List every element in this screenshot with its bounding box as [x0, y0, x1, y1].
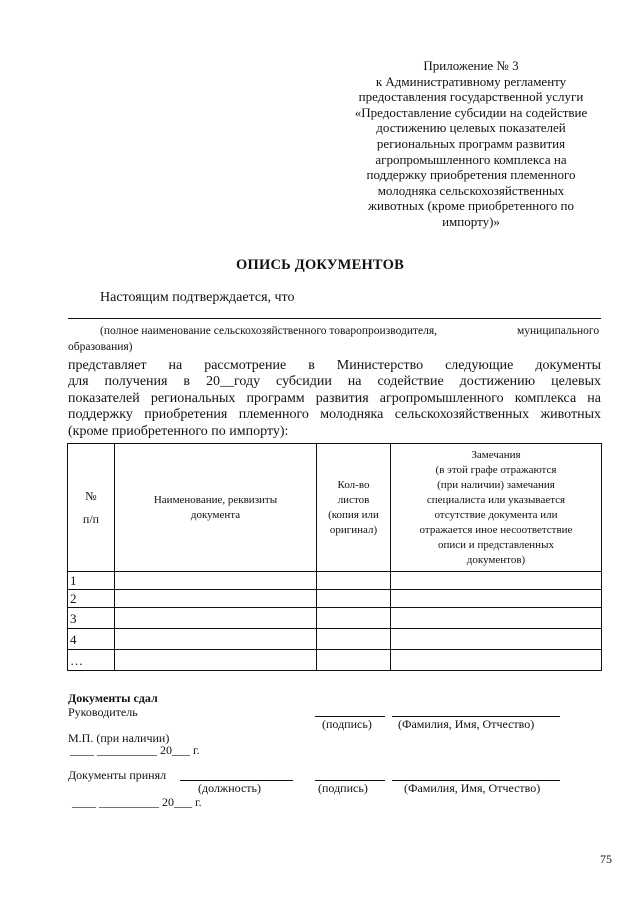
header-remarks-line: специалиста или указывается [426, 493, 566, 506]
signature-hint: (подпись) [322, 717, 372, 731]
cell-remarks[interactable] [391, 608, 602, 629]
header-name [115, 444, 317, 572]
appendix-line: животных (кроме приобретенного по [368, 198, 574, 214]
header-count [317, 444, 391, 572]
header-count-line: (копия или [328, 508, 379, 521]
appendix-line: молодняка сельскохозяйственных [377, 182, 565, 198]
intro-text: Настоящим подтверждается, что [100, 290, 295, 305]
header-remarks-line: отсутствие документа или [434, 508, 558, 521]
header-count-line: Кол-во [337, 478, 370, 491]
header-remarks-line: Замечания [471, 448, 521, 461]
producer-name-line [68, 318, 601, 319]
cell-remarks[interactable] [391, 590, 602, 608]
header-num-line2: п/п [82, 511, 100, 526]
row-number: 1 [68, 572, 115, 590]
cell-count[interactable] [317, 650, 391, 671]
header-remarks [391, 444, 602, 572]
table-row [68, 608, 602, 629]
header-remarks-line: описи и представленных [438, 538, 554, 551]
cell-remarks[interactable] [391, 629, 602, 650]
hint-part1: (полное наименование сельскохозяйственного товаропроизводителя, [100, 325, 438, 337]
appendix-line: агропромышленного комплекса на [375, 151, 567, 167]
page-title: ОПИСЬ ДОКУМЕНТОВ [236, 257, 404, 273]
body-line: представляет на рассмотрение в Министерство следующие документы [68, 358, 601, 373]
row-number: 2 [68, 590, 115, 608]
header-remarks-line: документов) [466, 553, 526, 566]
cell-name[interactable] [115, 608, 317, 629]
row-number: 3 [68, 608, 115, 629]
accepted-label: Документы принял [68, 768, 167, 782]
appendix-line: поддержку приобретения племенного [366, 167, 576, 183]
appendix-line: достижению целевых показателей [376, 120, 566, 136]
cell-count[interactable] [317, 590, 391, 608]
signature-hint-2: (подпись) [318, 781, 368, 795]
body-paragraph [68, 358, 601, 440]
header-remarks-line: (в этой графе отражаются [435, 463, 557, 476]
hint-part3: образования) [68, 341, 133, 353]
submitted-heading: Документы сдал [68, 691, 158, 705]
cell-name[interactable] [115, 629, 317, 650]
cell-remarks[interactable] [391, 572, 602, 590]
table-row [68, 629, 602, 650]
cell-name[interactable] [115, 650, 317, 671]
hint-part2: муниципального [517, 325, 600, 337]
body-line: (кроме приобретенного по импорту): [68, 423, 289, 439]
cell-count[interactable] [317, 608, 391, 629]
header-num-line1: № [85, 488, 97, 503]
cell-name[interactable] [115, 572, 317, 590]
documents-table [67, 443, 602, 671]
cell-count[interactable] [317, 572, 391, 590]
stamp-label: М.П. (при наличии) [68, 731, 170, 745]
header-count-line: листов [337, 493, 370, 506]
cell-name[interactable] [115, 590, 317, 608]
date-line[interactable]: ____ __________ 20___ г. [70, 743, 200, 757]
header-num [68, 444, 115, 572]
appendix-line: «Предоставление субсидии на содействие [354, 104, 588, 120]
appendix-line: импорту)» [442, 213, 500, 229]
body-line: поддержку приобретения племенного молодняка сельскохозяйственных животных [68, 407, 601, 423]
appendix-line: к Административному регламенту [375, 73, 567, 89]
position-hint: (должность) [198, 781, 261, 795]
head-label: Руководитель [68, 705, 138, 719]
row-number: … [68, 650, 115, 671]
table-row [68, 572, 602, 590]
appendix-header [340, 58, 602, 230]
body-line: для получения в 20__году субсидии на содействие достижению целевых [68, 374, 601, 390]
appendix-line: региональных программ развития [376, 135, 566, 151]
cell-count[interactable] [317, 629, 391, 650]
table-row [68, 590, 602, 608]
body-line: показателей региональных программ развития агропромышленного комплекса на [68, 390, 601, 406]
fio-hint-2: (Фамилия, Имя, Отчество) [404, 781, 541, 795]
appendix-line: предоставления государственной услуги [358, 89, 584, 105]
appendix-line: Приложение № 3 [423, 58, 519, 73]
fio-hint: (Фамилия, Имя, Отчество) [398, 717, 535, 731]
header-name-line1: Наименование, реквизиты [153, 493, 278, 506]
row-number: 4 [68, 629, 115, 650]
header-remarks-line: (при наличии) замечания [437, 478, 555, 491]
table-row [68, 650, 602, 671]
cell-remarks[interactable] [391, 650, 602, 671]
header-remarks-line: отражается иное несоответствие [419, 523, 573, 536]
header-count-line: оригинал) [329, 523, 378, 536]
table-header-row [68, 444, 602, 572]
date-line-2[interactable]: ____ __________ 20___ г. [72, 795, 202, 809]
page-number: 75 [600, 852, 612, 866]
header-name-line2: документа [190, 508, 241, 521]
